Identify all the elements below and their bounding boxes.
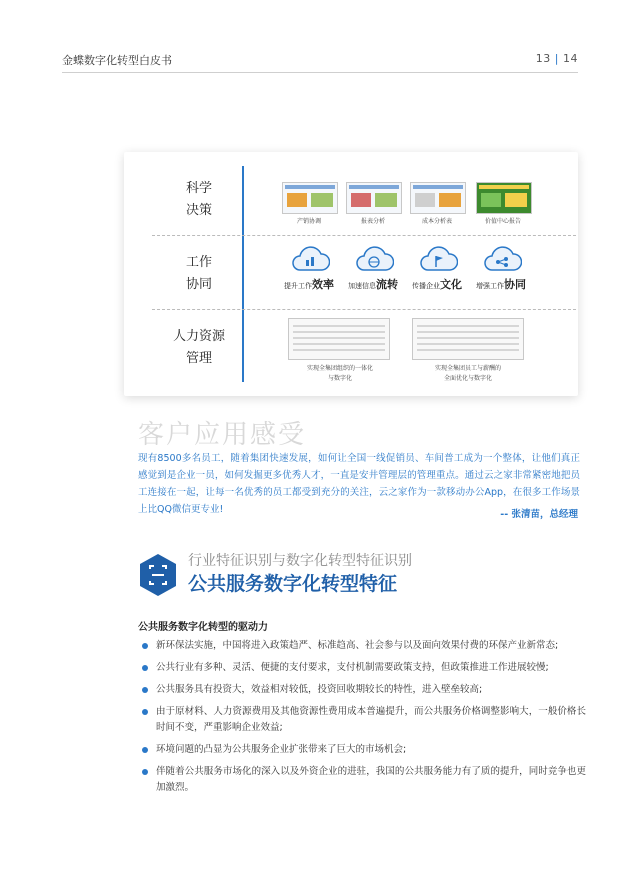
header-rule [62,72,578,73]
collab-caption [412,276,462,292]
list-item-text: 伴随着公共服务市场化的深入以及外资企业的进驻，我国的公共服务能力有了质的提升，同时竞争也更加激烈。 [156,766,586,793]
collab-caption-small: 加速信息 [348,282,376,290]
row-label-hr [144,326,254,370]
drivers-heading: 公共服务数字化转型的驱动力 [138,622,268,633]
row-decision [124,152,578,234]
document-title: 金蝶数字化转型白皮书 [62,54,172,67]
hr-caption [292,364,388,384]
row-label-line: 科学 决策 [185,181,212,218]
page-separator: | [554,52,559,65]
collab-caption-small: 传播企业 [412,282,440,290]
collab-caption-small: 提升工作 [284,282,312,290]
row-collaboration [124,236,578,308]
thumbnail [282,182,338,214]
thumbnail [410,182,466,214]
bullet-dot [142,709,148,715]
row-hr [124,310,578,396]
bullet-dot [142,665,148,671]
hr-caption [414,364,522,384]
hr-caption-line: 实现全集团员工与薪酬的 [434,365,501,372]
collab-caption-big: 效率 [312,278,334,291]
hr-caption-line: 实现全集团组织的一体化 [306,365,373,372]
cloud-globe-icon [354,244,394,272]
list-item [138,682,586,698]
collab-caption-big: 协同 [504,278,526,291]
collab-caption [476,276,526,292]
bullet-dot [142,687,148,693]
list-item [138,704,586,736]
page-number-right: 14 [563,52,578,65]
hr-caption-line: 与数字化 [327,375,352,382]
thumbnail-caption: 成本分析表 [421,218,452,225]
cloud-flag-icon [418,244,458,272]
list-item-text: 新环保法实施，中国将进入政策趋严、标准趋高、社会参与以及面向效果付费的环保产业新常态; [156,640,559,651]
collab-caption-big: 文化 [440,278,462,291]
bullet-dot [142,643,148,649]
list-item-text: 公共行业有多种、灵活、便捷的支付要求，支付机制需要政策支持，但政策推进工作进展较慢; [156,662,549,673]
page-numbers [536,52,578,65]
list-item [138,660,586,676]
thumbnail-caption: 价值中心报告 [484,218,521,225]
feature-card [124,152,578,396]
list-item-text: 环境问题的凸显为公共服务企业扩张带来了巨大的市场机会; [156,744,407,755]
collab-caption [284,276,334,292]
cloud-network-icon [482,244,522,272]
list-item [138,638,586,654]
testimonial-quote: 现有8500多名员工，随着集团快速发展，如何让全国一线促销员、车间普工成为一个整体，让他们真正感觉到是企业一员，如何发掘更多优秀人才，一直是安井管理层的管理重点。通过云之家非常紧密地把员工连接在一起，让每一名优秀的员工都受到充分的关注，云之家作为一款移动办公App，在很多工作场景上比QQ微信更专业! [138,453,580,515]
hr-caption-line: 全面优化与数字化 [443,375,492,382]
thumbnail [346,182,402,214]
thumbnail-caption: 报表分析 [360,218,385,225]
collab-caption-small: 增强工作 [476,282,504,290]
thumbnail-caption: 产销协调 [296,218,321,225]
bullet-dot [142,769,148,775]
list-item-text: 由于原材料、人力资源费用及其他资源性费用成本普遍提升，而公共服务价格调整影响大，一般价格长 时间不变，严重影响企业效益; [156,706,586,733]
bullet-dot [142,747,148,753]
list-item [138,764,586,796]
hr-screenshot-org [288,318,390,360]
row-label-collaboration [144,252,254,296]
scan-frame-icon [138,553,178,597]
thumbnail [476,182,532,214]
testimonial-signature: -- 张清苗，总经理 [500,509,578,520]
drivers-list [138,638,586,802]
row-label-decision [144,178,254,222]
collab-caption-big: 流转 [376,278,398,291]
hr-screenshot-payroll [412,318,524,360]
collab-caption [348,276,398,292]
row-label-line: 工作 协同 [185,255,212,292]
testimonial-heading: 客户应用感受 [138,420,307,450]
section-subtitle: 行业特征识别与数字化转型特征识别 [188,553,412,569]
list-item [138,742,586,758]
page-number-left: 13 [535,52,551,65]
list-item-text: 公共服务具有投资大，效益相对较低，投资回收期较长的特性，进入壁垒较高; [156,684,483,695]
cloud-chart-icon [290,244,330,272]
section-title: 公共服务数字化转型特征 [188,573,398,595]
row-label-line: 人力资源 管理 [172,329,225,366]
